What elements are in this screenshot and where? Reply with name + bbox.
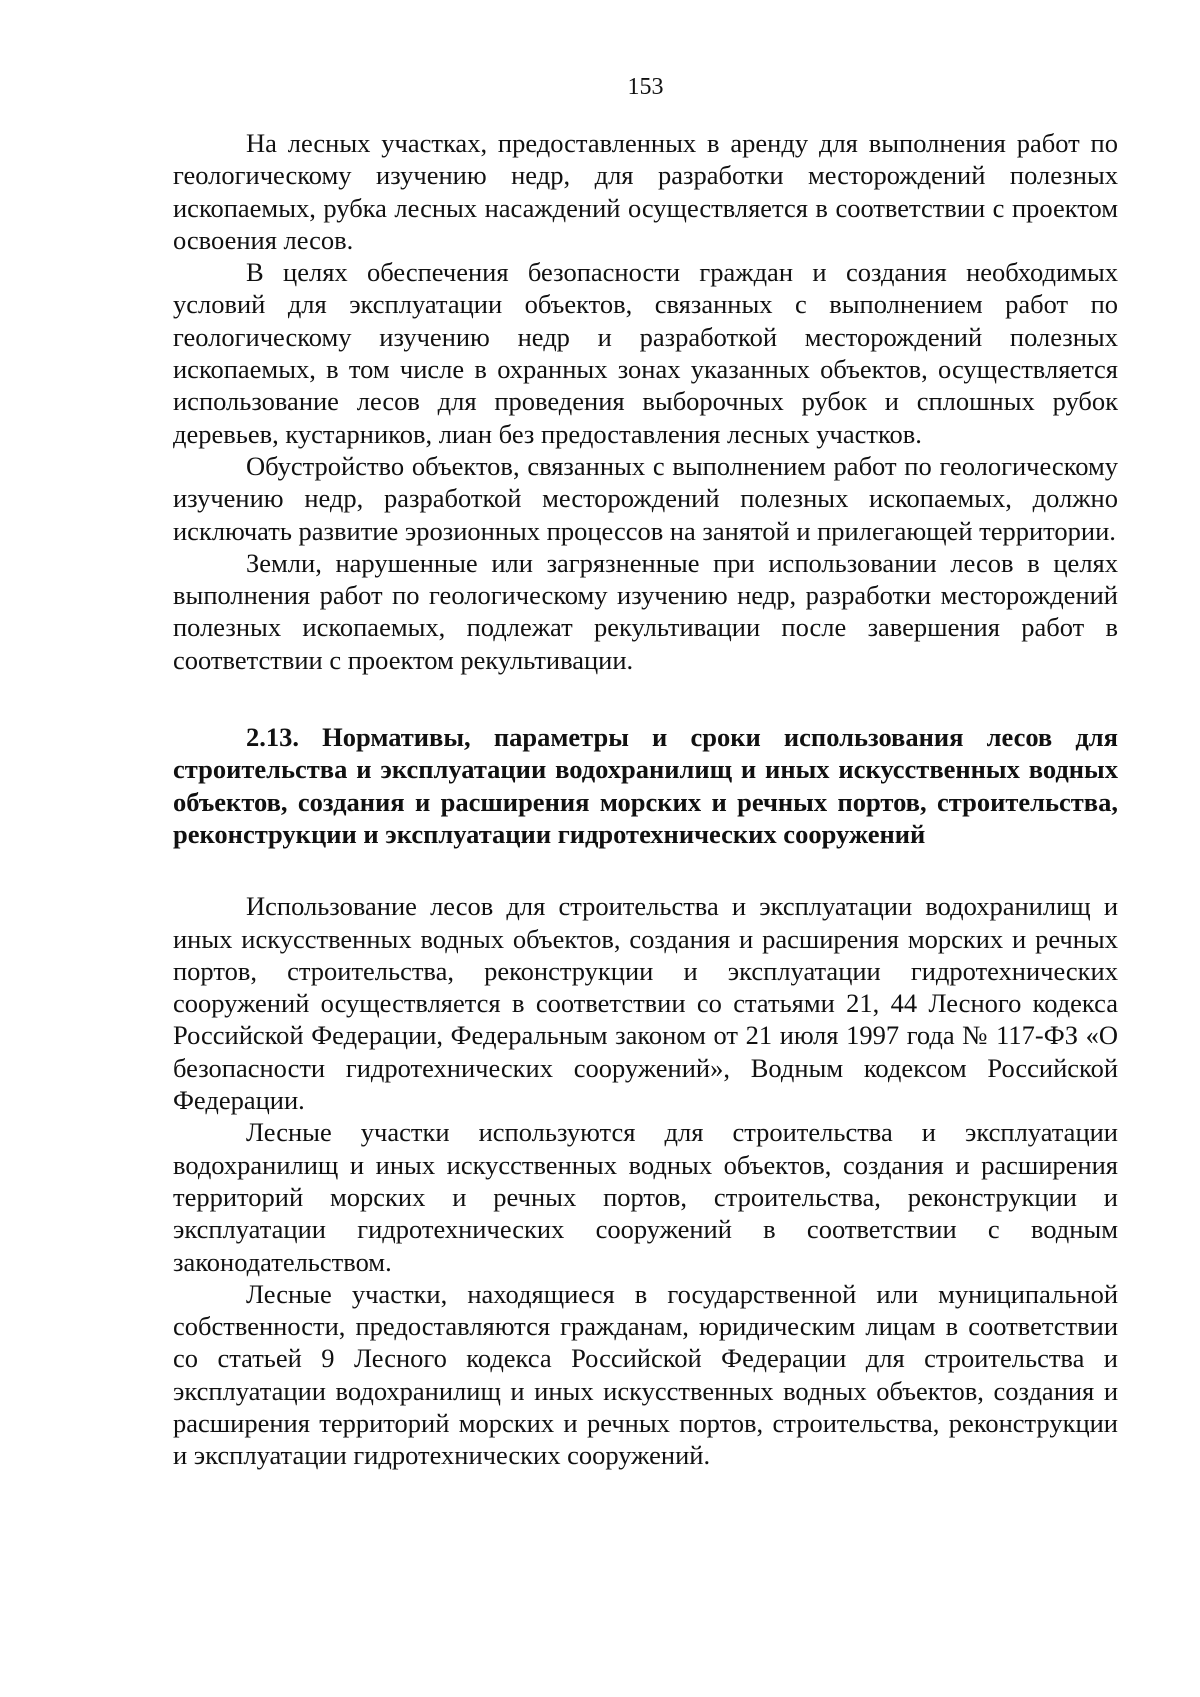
paragraph: Использование лесов для строительства и эксплуатации водохранилищ и иных искусственных водных объектов, создания и расширения морских и речных портов, строительства, реконструкции и эксплуатации гидротехнических сооружений осуществляется в соответствии со статьями 21, 44 Лесного кодекса Российской Федерации, Федеральным законом от 21 июля 1997 года № 117-ФЗ «О безопасности гидротехнических сооружений», Водным кодексом Российской Федерации. xyxy=(173,891,1118,1116)
document-body xyxy=(173,127,1118,1472)
paragraph: Лесные участки используются для строительства и эксплуатации водохранилищ и иных искусственных водных объектов, создания и расширения территорий морских и речных портов, строительства, реконструкции и эксплуатации гидротехнических сооружений в соответствии с водным законодательством. xyxy=(173,1117,1118,1277)
paragraph: Земли, нарушенные или загрязненные при использовании лесов в целях выполнения работ по геологическому изучению недр, разработки месторождений полезных ископаемых, подлежат рекультивации после завершения работ в соответствии с проектом рекультивации. xyxy=(173,547,1118,675)
paragraph: Лесные участки, находящиеся в государственной или муниципальной собственности, предоставляются гражданам, юридическим лицам в соответствии со статьей 9 Лесного кодекса Российской Федерации для строительства и эксплуатации водохранилищ и иных искусственных водных объектов, создания и расширения территорий морских и речных портов, строительства, реконструкции и эксплуатации гидротехнических сооружений. xyxy=(173,1278,1118,1471)
paragraph: Обустройство объектов, связанных с выполнением работ по геологическому изучению недр, разработкой месторождений полезных ископаемых, должно исключать развитие эрозионных процессов на занятой и прилегающей территории. xyxy=(173,450,1118,546)
paragraph: В целях обеспечения безопасности граждан и создания необходимых условий для эксплуатации объектов, связанных с выполнением работ по геологическому изучению недр и разработкой месторождений полезных ископаемых, в том числе в охранных зонах указанных объектов, осуществляется использование лесов для проведения выборочных рубок и сплошных рубок деревьев, кустарников, лиан без предоставления лесных участков. xyxy=(173,257,1118,449)
page-number: 153 xyxy=(627,74,664,100)
section-heading: 2.13. Нормативы, параметры и сроки использования лесов для строительства и эксплуатации водохранилищ и иных искусственных водных объектов, создания и расширения морских и речных портов, строительства, реконструкции и эксплуатации гидротехнических сооружений xyxy=(173,722,1118,849)
paragraph: На лесных участках, предоставленных в аренду для выполнения работ по геологическому изучению недр, для разработки месторождений полезных ископаемых, рубка лесных насаждений осуществляется в соответствии с проектом освоения лесов. xyxy=(173,128,1118,255)
document-page xyxy=(173,0,1118,1697)
